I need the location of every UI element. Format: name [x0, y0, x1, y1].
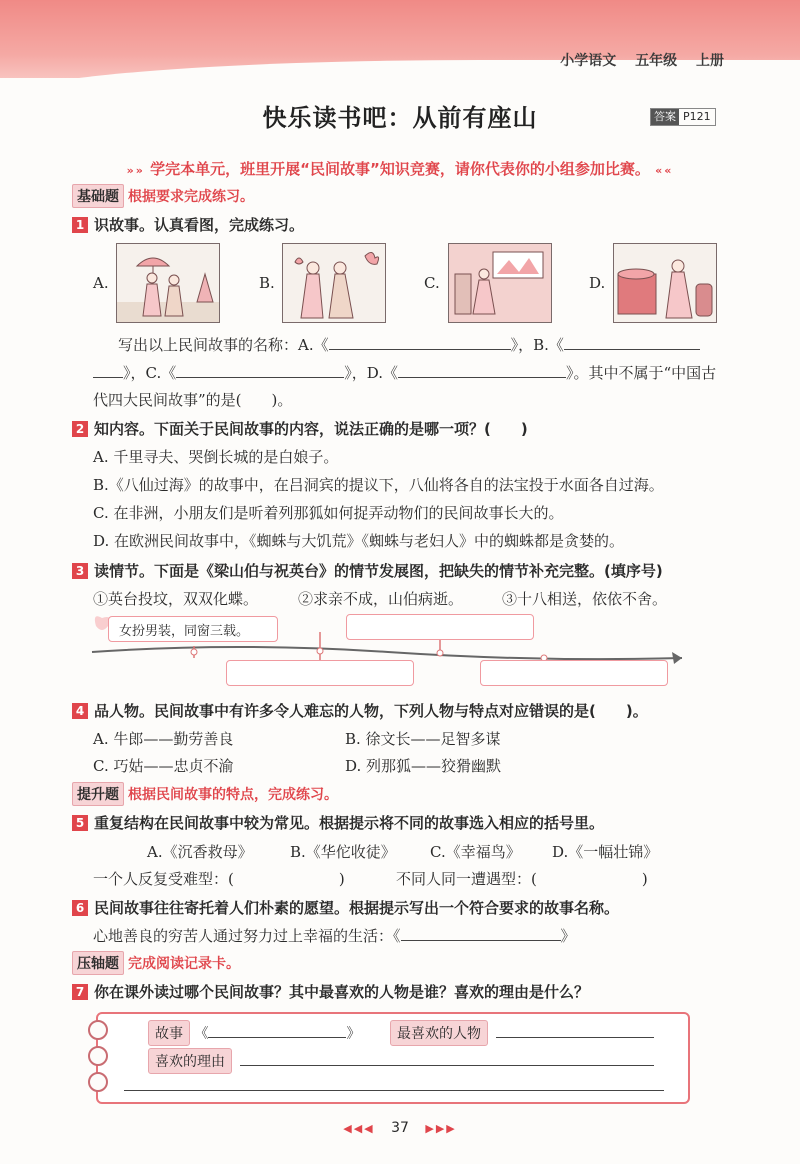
q3-choice-3: ③十八相送，依依不舍。 [502, 590, 668, 608]
q1-label-b: B. [259, 274, 275, 292]
subject: 小学语文 [560, 53, 617, 69]
grade: 五年级 [635, 53, 678, 69]
q6-prompt: 心地善良的穷苦人通过努力过上幸福的生活：《 》 [93, 927, 576, 945]
card-story-row: 故事 《 》 [148, 1020, 360, 1046]
q4-option-c: C. 巧姑——忠贞不渝 [93, 757, 234, 775]
flow-box-1 [108, 616, 278, 642]
q5-option-b: B.《华佗收徒》 [290, 843, 396, 861]
section-basic-tag: 基础题 [72, 184, 124, 208]
q6-title [72, 897, 619, 918]
blank-b-start[interactable] [564, 349, 700, 350]
q5-text: 重复结构在民间故事中较为常见。根据提示将不同的故事选入相应的括号里。 [94, 814, 605, 832]
q7-title [72, 981, 589, 1002]
q5-type-1: 一个人反复受难型：( ) [93, 870, 345, 888]
q2-option-b: B.《八仙过海》的故事中，在吕洞宾的提议下，八仙将各自的法宝投于水面各自过海。 [93, 476, 664, 494]
q2-title [72, 418, 528, 439]
blank-b-end[interactable] [93, 377, 123, 378]
q6-text: 民间故事往往寄托着人们朴素的愿望。根据提示写出一个符合要求的故事名称。 [94, 899, 620, 917]
q5-option-a: A.《沉香救母》 [147, 843, 253, 861]
answer-label: 答案 [651, 109, 679, 125]
q6-number: 6 [72, 900, 88, 916]
blank-a[interactable] [329, 349, 511, 350]
q1-title [72, 214, 304, 235]
q2-option-c: C. 在非洲，小朋友们是听着列那狐如何捉弄动物们的民间故事长大的。 [93, 504, 564, 522]
reason-blank-2[interactable] [124, 1090, 664, 1091]
flow-box-2[interactable] [346, 614, 534, 640]
answer-ref [650, 108, 716, 126]
intro-text: 学完本单元，班里开展“民间故事”知识竞赛，请你代表你的小组参加比赛。 [150, 160, 650, 178]
intro-right-arrows-icon: «« [655, 164, 674, 177]
story-label: 故事 [148, 1020, 190, 1046]
page-title: 快乐读书吧：从前有座山 [262, 104, 538, 132]
q3-choice-2: ②求亲不成，山伯病逝。 [298, 590, 464, 608]
q1-answer-line-2: 》，C.《 》，D.《 》。其中不属于“中国古 [93, 362, 716, 383]
q7-number: 7 [72, 984, 88, 1000]
q4-option-b: B. 徐文长——足智多谋 [345, 730, 501, 748]
q1-label-a: A. [93, 274, 109, 292]
q2-option-a: A. 千里寻夫、哭倒长城的是白娘子。 [93, 448, 339, 466]
q5-type-2: 不同人同一遭遇型：( ) [396, 870, 648, 888]
page-number: 37 [391, 1120, 409, 1136]
footer-left-arrows-icon: ◀◀◀ [343, 1122, 375, 1135]
q5-option-c: C.《幸福鸟》 [430, 843, 521, 861]
q1-answer-line-3: 代四大民间故事”的是( )。 [93, 391, 293, 409]
q3-text: 读情节。下面是《梁山伯与祝英台》的情节发展图，把缺失的情节补充完整。(填序号) [94, 562, 663, 580]
plot-flow-diagram [88, 612, 698, 694]
q7-text: 你在课外读过哪个民间故事？其中最喜欢的人物是谁？喜欢的理由是什么？ [94, 983, 590, 1001]
q6-blank[interactable] [401, 940, 561, 941]
reason-blank-1[interactable] [240, 1065, 654, 1066]
flow-box-4[interactable] [480, 660, 668, 686]
story-blank[interactable] [208, 1037, 346, 1038]
section-improve-tag: 提升题 [72, 782, 124, 806]
flow-box-1-text: 女扮男装，同窗三载。 [119, 624, 250, 639]
section-final-tag: 压轴题 [72, 951, 124, 975]
flow-box-3[interactable] [226, 660, 414, 686]
picture-b-couple-butterfly [282, 243, 386, 323]
q2-option-d: D. 在欧洲民间故事中，《蜘蛛与大饥荒》《蜘蛛与老妇人》中的蜘蛛都是贪婪的。 [93, 532, 625, 550]
q2-text: 知内容。下面关于民间故事的内容，说法正确的是哪一项？( ) [94, 420, 528, 438]
book-meta [546, 50, 724, 70]
q5-number: 5 [72, 815, 88, 831]
q5-title [72, 812, 604, 833]
section-final [72, 951, 240, 975]
q4-option-d: D. 列那狐——狡猾幽默 [345, 757, 502, 775]
section-improve [72, 782, 338, 806]
q3-number: 3 [72, 563, 88, 579]
q3-title [72, 560, 663, 581]
intro-line [0, 158, 800, 179]
q4-number: 4 [72, 703, 88, 719]
answer-page: P121 [683, 110, 711, 123]
q4-text: 品人物。民间故事中有许多令人难忘的人物，下列人物与特点对应错误的是( )。 [94, 702, 648, 720]
fav-blank[interactable] [496, 1037, 654, 1038]
q5-option-d: D.《一幅壮锦》 [552, 843, 659, 861]
card-ring-1 [88, 1020, 108, 1040]
picture-d-kitchen-stove [613, 243, 717, 323]
q1-number: 1 [72, 217, 88, 233]
section-basic [72, 184, 254, 208]
blank-d[interactable] [398, 377, 566, 378]
blank-c[interactable] [176, 377, 344, 378]
q1-text: 识故事。认真看图，完成练习。 [94, 216, 305, 234]
card-ring-2 [88, 1046, 108, 1066]
picture-a-umbrella-figures [116, 243, 220, 323]
intro-left-arrows-icon: »» [126, 164, 145, 177]
term: 上册 [696, 53, 724, 69]
picture-c-weaving-room [448, 243, 552, 323]
q3-choice-1: ①英台投坟，双双化蝶。 [93, 590, 259, 608]
reason-label: 喜欢的理由 [148, 1048, 232, 1074]
fav-label: 最喜欢的人物 [390, 1020, 488, 1046]
q4-title [72, 700, 648, 721]
card-reason-row [148, 1048, 654, 1074]
section-final-desc: 完成阅读记录卡。 [128, 956, 240, 972]
q4-option-a: A. 牛郎——勤劳善良 [93, 730, 234, 748]
q1-label-c: C. [424, 274, 440, 292]
q1-label-d: D. [589, 274, 606, 292]
card-fav-row [390, 1020, 654, 1046]
section-improve-desc: 根据民间故事的特点，完成练习。 [128, 787, 338, 803]
page-footer [0, 1120, 800, 1136]
q2-number: 2 [72, 421, 88, 437]
section-basic-desc: 根据要求完成练习。 [128, 189, 254, 205]
footer-right-arrows-icon: ▶▶▶ [425, 1122, 457, 1135]
q1-answer-line-1: 写出以上民间故事的名称：A.《 》，B.《 [118, 334, 700, 355]
card-ring-3 [88, 1072, 108, 1092]
